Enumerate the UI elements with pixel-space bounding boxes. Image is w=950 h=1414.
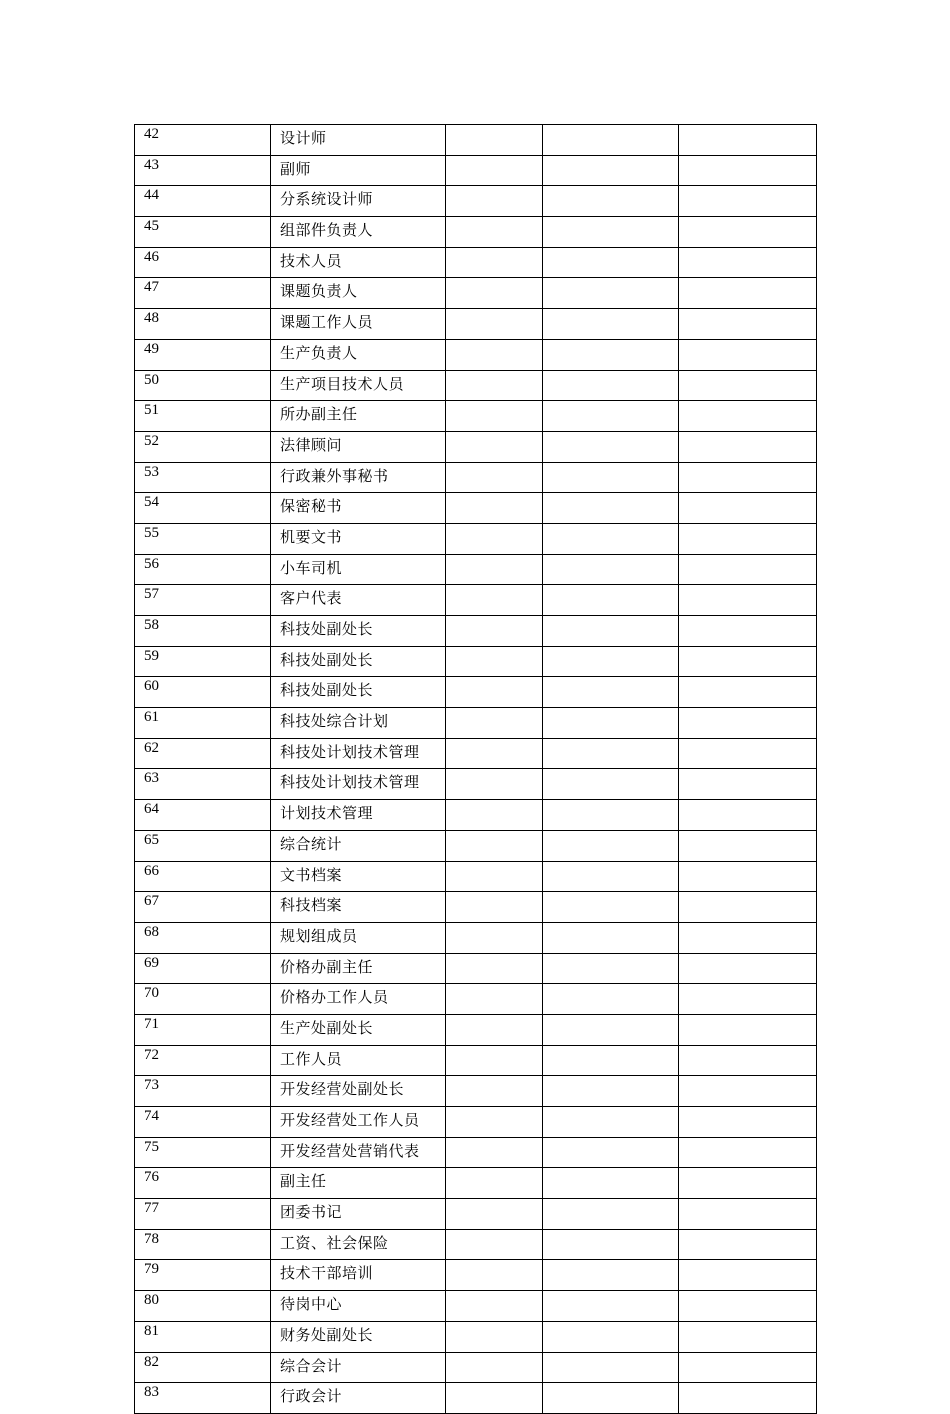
row-number-cell: 44: [135, 186, 271, 217]
empty-cell: [543, 953, 679, 984]
position-title-cell: 规划组成员: [271, 922, 446, 953]
row-number-cell: 66: [135, 861, 271, 892]
empty-cell: [543, 125, 679, 156]
position-title-cell: 文书档案: [271, 861, 446, 892]
table-row: [135, 1168, 817, 1199]
empty-cell: [543, 677, 679, 708]
table-row: [135, 370, 817, 401]
table-row: [135, 861, 817, 892]
table-row: [135, 125, 817, 156]
empty-cell: [679, 1321, 817, 1352]
position-title-cell: 生产项目技术人员: [271, 370, 446, 401]
empty-cell: [679, 1260, 817, 1291]
empty-cell: [679, 953, 817, 984]
empty-cell: [543, 861, 679, 892]
empty-cell: [446, 708, 543, 739]
empty-cell: [679, 1168, 817, 1199]
empty-cell: [446, 922, 543, 953]
empty-cell: [543, 1352, 679, 1383]
empty-cell: [679, 217, 817, 248]
position-title-cell: 开发经营处营销代表: [271, 1137, 446, 1168]
position-title-cell: 副师: [271, 155, 446, 186]
empty-cell: [679, 738, 817, 769]
empty-cell: [543, 738, 679, 769]
empty-cell: [446, 1321, 543, 1352]
empty-cell: [446, 1199, 543, 1230]
position-title-cell: 生产负责人: [271, 339, 446, 370]
row-number-cell: 56: [135, 554, 271, 585]
empty-cell: [543, 370, 679, 401]
empty-cell: [446, 1076, 543, 1107]
row-number-cell: 57: [135, 585, 271, 616]
table-row: [135, 1137, 817, 1168]
table-row: [135, 339, 817, 370]
empty-cell: [543, 1383, 679, 1414]
empty-cell: [446, 677, 543, 708]
empty-cell: [679, 155, 817, 186]
empty-cell: [679, 1045, 817, 1076]
position-title-cell: 科技处副处长: [271, 677, 446, 708]
row-number-cell: 49: [135, 339, 271, 370]
table-row: [135, 1291, 817, 1322]
row-number-cell: 59: [135, 646, 271, 677]
position-title-cell: 综合会计: [271, 1352, 446, 1383]
table-row: [135, 984, 817, 1015]
position-title-cell: 课题工作人员: [271, 309, 446, 340]
empty-cell: [446, 1014, 543, 1045]
empty-cell: [543, 984, 679, 1015]
position-title-cell: 价格办工作人员: [271, 984, 446, 1015]
empty-cell: [679, 247, 817, 278]
position-title-cell: 开发经营处工作人员: [271, 1107, 446, 1138]
row-number-cell: 64: [135, 800, 271, 831]
position-title-cell: 机要文书: [271, 523, 446, 554]
empty-cell: [446, 493, 543, 524]
position-title-cell: 技术干部培训: [271, 1260, 446, 1291]
table-row: [135, 800, 817, 831]
empty-cell: [446, 1352, 543, 1383]
empty-cell: [543, 1045, 679, 1076]
empty-cell: [679, 554, 817, 585]
row-number-cell: 48: [135, 309, 271, 340]
row-number-cell: 82: [135, 1352, 271, 1383]
position-title-cell: 所办副主任: [271, 401, 446, 432]
table-row: [135, 278, 817, 309]
position-title-cell: 财务处副处长: [271, 1321, 446, 1352]
row-number-cell: 79: [135, 1260, 271, 1291]
table-row: [135, 585, 817, 616]
position-title-cell: 工资、社会保险: [271, 1229, 446, 1260]
row-number-cell: 45: [135, 217, 271, 248]
empty-cell: [446, 247, 543, 278]
position-title-cell: 工作人员: [271, 1045, 446, 1076]
row-number-cell: 67: [135, 892, 271, 923]
empty-cell: [446, 1107, 543, 1138]
empty-cell: [446, 585, 543, 616]
position-title-cell: 小车司机: [271, 554, 446, 585]
position-title-cell: 团委书记: [271, 1199, 446, 1230]
empty-cell: [446, 1260, 543, 1291]
empty-cell: [446, 800, 543, 831]
row-number-cell: 68: [135, 922, 271, 953]
row-number-cell: 47: [135, 278, 271, 309]
table-row: [135, 217, 817, 248]
position-title-cell: 法律顾问: [271, 431, 446, 462]
empty-cell: [543, 1014, 679, 1045]
empty-cell: [543, 585, 679, 616]
empty-cell: [446, 554, 543, 585]
position-title-cell: 待岗中心: [271, 1291, 446, 1322]
empty-cell: [446, 523, 543, 554]
empty-cell: [679, 1107, 817, 1138]
row-number-cell: 52: [135, 431, 271, 462]
empty-cell: [679, 830, 817, 861]
empty-cell: [543, 646, 679, 677]
empty-cell: [446, 278, 543, 309]
empty-cell: [679, 922, 817, 953]
empty-cell: [543, 309, 679, 340]
empty-cell: [543, 247, 679, 278]
table-row: [135, 1321, 817, 1352]
empty-cell: [446, 1229, 543, 1260]
empty-cell: [446, 339, 543, 370]
empty-cell: [446, 217, 543, 248]
table-row: [135, 830, 817, 861]
empty-cell: [543, 186, 679, 217]
position-title-cell: 设计师: [271, 125, 446, 156]
empty-cell: [543, 493, 679, 524]
table-row: [135, 953, 817, 984]
position-title-cell: 保密秘书: [271, 493, 446, 524]
empty-cell: [543, 1199, 679, 1230]
empty-cell: [679, 125, 817, 156]
empty-cell: [543, 523, 679, 554]
table-row: [135, 554, 817, 585]
table-row: [135, 1199, 817, 1230]
empty-cell: [446, 186, 543, 217]
empty-cell: [543, 1107, 679, 1138]
row-number-cell: 62: [135, 738, 271, 769]
empty-cell: [446, 616, 543, 647]
empty-cell: [446, 738, 543, 769]
empty-cell: [543, 1321, 679, 1352]
empty-cell: [543, 155, 679, 186]
empty-cell: [543, 830, 679, 861]
empty-cell: [679, 493, 817, 524]
empty-cell: [679, 616, 817, 647]
empty-cell: [543, 554, 679, 585]
position-title-cell: 计划技术管理: [271, 800, 446, 831]
empty-cell: [446, 370, 543, 401]
empty-cell: [679, 677, 817, 708]
row-number-cell: 50: [135, 370, 271, 401]
table-row: [135, 186, 817, 217]
row-number-cell: 77: [135, 1199, 271, 1230]
table-row: [135, 708, 817, 739]
empty-cell: [679, 431, 817, 462]
table-row: [135, 892, 817, 923]
empty-cell: [543, 1291, 679, 1322]
empty-cell: [543, 1260, 679, 1291]
position-title-cell: 开发经营处副处长: [271, 1076, 446, 1107]
position-title-cell: 综合统计: [271, 830, 446, 861]
table-row: [135, 1383, 817, 1414]
empty-cell: [446, 830, 543, 861]
row-number-cell: 74: [135, 1107, 271, 1138]
table-row: [135, 462, 817, 493]
row-number-cell: 75: [135, 1137, 271, 1168]
position-table-body: [135, 125, 817, 1414]
row-number-cell: 60: [135, 677, 271, 708]
empty-cell: [446, 1383, 543, 1414]
table-row: [135, 616, 817, 647]
row-number-cell: 58: [135, 616, 271, 647]
row-number-cell: 51: [135, 401, 271, 432]
position-title-cell: 行政兼外事秘书: [271, 462, 446, 493]
table-row: [135, 1076, 817, 1107]
position-title-cell: 行政会计: [271, 1383, 446, 1414]
empty-cell: [679, 370, 817, 401]
empty-cell: [679, 1291, 817, 1322]
row-number-cell: 55: [135, 523, 271, 554]
empty-cell: [446, 861, 543, 892]
position-title-cell: 科技处副处长: [271, 616, 446, 647]
empty-cell: [679, 339, 817, 370]
empty-cell: [446, 401, 543, 432]
table-row: [135, 1045, 817, 1076]
row-number-cell: 71: [135, 1014, 271, 1045]
row-number-cell: 53: [135, 462, 271, 493]
empty-cell: [446, 953, 543, 984]
position-title-cell: 科技处副处长: [271, 646, 446, 677]
empty-cell: [446, 646, 543, 677]
empty-cell: [446, 1045, 543, 1076]
table-row: [135, 646, 817, 677]
row-number-cell: 43: [135, 155, 271, 186]
table-row: [135, 493, 817, 524]
empty-cell: [679, 646, 817, 677]
position-title-cell: 科技处综合计划: [271, 708, 446, 739]
empty-cell: [543, 922, 679, 953]
position-title-cell: 科技处计划技术管理: [271, 738, 446, 769]
table-row: [135, 738, 817, 769]
table-row: [135, 247, 817, 278]
empty-cell: [679, 892, 817, 923]
row-number-cell: 46: [135, 247, 271, 278]
empty-cell: [679, 278, 817, 309]
row-number-cell: 42: [135, 125, 271, 156]
table-row: [135, 309, 817, 340]
empty-cell: [543, 401, 679, 432]
empty-cell: [679, 1076, 817, 1107]
table-row: [135, 1229, 817, 1260]
empty-cell: [679, 1137, 817, 1168]
table-row: [135, 922, 817, 953]
row-number-cell: 73: [135, 1076, 271, 1107]
empty-cell: [543, 217, 679, 248]
empty-cell: [679, 186, 817, 217]
empty-cell: [679, 861, 817, 892]
empty-cell: [543, 616, 679, 647]
empty-cell: [679, 585, 817, 616]
empty-cell: [679, 984, 817, 1015]
empty-cell: [679, 1199, 817, 1230]
empty-cell: [446, 462, 543, 493]
position-table: [134, 124, 817, 1414]
position-title-cell: 技术人员: [271, 247, 446, 278]
empty-cell: [446, 309, 543, 340]
empty-cell: [543, 462, 679, 493]
empty-cell: [446, 431, 543, 462]
empty-cell: [446, 984, 543, 1015]
table-row: [135, 1107, 817, 1138]
empty-cell: [543, 800, 679, 831]
row-number-cell: 72: [135, 1045, 271, 1076]
position-title-cell: 科技处计划技术管理: [271, 769, 446, 800]
table-row: [135, 431, 817, 462]
empty-cell: [543, 278, 679, 309]
table-row: [135, 677, 817, 708]
position-title-cell: 副主任: [271, 1168, 446, 1199]
row-number-cell: 70: [135, 984, 271, 1015]
table-row: [135, 1352, 817, 1383]
position-title-cell: 客户代表: [271, 585, 446, 616]
empty-cell: [679, 708, 817, 739]
empty-cell: [679, 1229, 817, 1260]
empty-cell: [446, 1291, 543, 1322]
empty-cell: [679, 401, 817, 432]
table-row: [135, 769, 817, 800]
row-number-cell: 65: [135, 830, 271, 861]
table-row: [135, 401, 817, 432]
row-number-cell: 61: [135, 708, 271, 739]
empty-cell: [679, 769, 817, 800]
row-number-cell: 80: [135, 1291, 271, 1322]
row-number-cell: 83: [135, 1383, 271, 1414]
position-title-cell: 生产处副处长: [271, 1014, 446, 1045]
empty-cell: [446, 769, 543, 800]
position-title-cell: 分系统设计师: [271, 186, 446, 217]
empty-cell: [543, 1168, 679, 1199]
empty-cell: [679, 462, 817, 493]
row-number-cell: 81: [135, 1321, 271, 1352]
empty-cell: [543, 1229, 679, 1260]
empty-cell: [679, 1352, 817, 1383]
empty-cell: [446, 155, 543, 186]
empty-cell: [446, 1137, 543, 1168]
empty-cell: [679, 523, 817, 554]
row-number-cell: 69: [135, 953, 271, 984]
empty-cell: [679, 800, 817, 831]
empty-cell: [543, 708, 679, 739]
position-title-cell: 价格办副主任: [271, 953, 446, 984]
row-number-cell: 76: [135, 1168, 271, 1199]
table-row: [135, 1260, 817, 1291]
table-row: [135, 1014, 817, 1045]
position-title-cell: 课题负责人: [271, 278, 446, 309]
empty-cell: [446, 125, 543, 156]
position-title-cell: 科技档案: [271, 892, 446, 923]
empty-cell: [543, 769, 679, 800]
empty-cell: [679, 1014, 817, 1045]
table-row: [135, 523, 817, 554]
row-number-cell: 78: [135, 1229, 271, 1260]
position-title-cell: 组部件负责人: [271, 217, 446, 248]
empty-cell: [543, 1137, 679, 1168]
empty-cell: [543, 892, 679, 923]
row-number-cell: 63: [135, 769, 271, 800]
row-number-cell: 54: [135, 493, 271, 524]
empty-cell: [446, 892, 543, 923]
empty-cell: [679, 309, 817, 340]
table-row: [135, 155, 817, 186]
empty-cell: [543, 339, 679, 370]
empty-cell: [543, 1076, 679, 1107]
empty-cell: [446, 1168, 543, 1199]
empty-cell: [679, 1383, 817, 1414]
empty-cell: [543, 431, 679, 462]
